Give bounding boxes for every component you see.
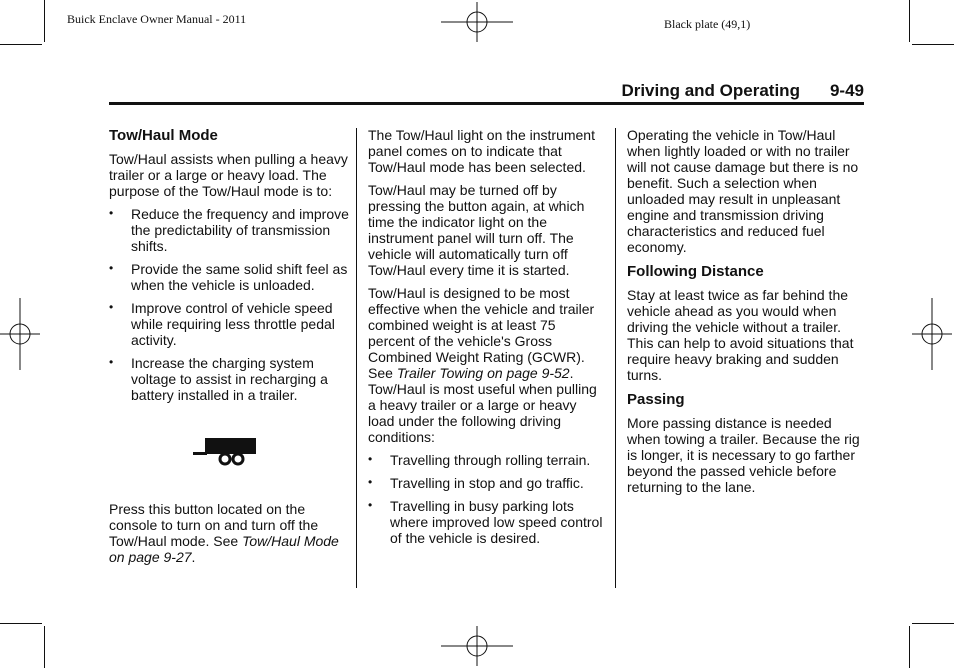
paragraph xyxy=(109,501,349,565)
text: . Tow/Haul is most useful when pulling a heavy trailer or a large or heavy load under the following driving conditions: xyxy=(368,365,597,445)
paragraph: The Tow/Haul light on the instrument panel comes on to indicate that Tow/Haul mode has been selected. xyxy=(368,127,595,175)
paragraph: Tow/Haul assists when pulling a heavy trailer or a large or heavy load. The purpose of the Tow/Haul mode is to: xyxy=(109,151,348,199)
list-item: • Travelling through rolling terrain. xyxy=(368,452,604,468)
list-item: • Travelling in busy parking lots where improved low speed control of the vehicle is desired. xyxy=(368,498,604,546)
crop-mark xyxy=(909,626,910,668)
manual-title: Buick Enclave Owner Manual - 2011 xyxy=(67,12,247,26)
section-header xyxy=(621,81,864,101)
paragraph: Stay at least twice as far behind the vehicle ahead as you would when driving the vehicle without a trailer. This can help to avoid situations that require heavy braking and sudden turns. xyxy=(627,287,854,383)
crosshair-icon xyxy=(441,626,513,666)
list-item: • Increase the charging system voltage to assist in recharging a battery installed in a trailer. xyxy=(109,355,349,403)
paragraph: Operating the vehicle in Tow/Haul when lightly loaded or with no trailer will not cause damage but there is no benefit. Such a selection when unloaded may result in unpleasant engine and transmission driving characteristics and reduced fuel economy. xyxy=(627,127,859,255)
crosshair-icon xyxy=(0,298,40,370)
heading-following-distance: Following Distance xyxy=(627,263,764,280)
crop-mark xyxy=(909,0,910,42)
bullet-list xyxy=(368,452,604,546)
heading-passing: Passing xyxy=(627,391,685,408)
trailer-icon xyxy=(193,437,257,469)
paragraph: Tow/Haul may be turned off by pressing the button again, at which time the indicator light on the instrument panel will turn off. The vehicle will automatically turn off Tow/Haul every time it is started. xyxy=(368,182,585,278)
paragraph: More passing distance is needed when towing a trailer. Because the rig is longer, it is necessary to go farther beyond the passed vehicle before returning to the lane. xyxy=(627,415,860,495)
section-title: Driving and Operating xyxy=(621,81,800,100)
list-item: • Provide the same solid shift feel as when the vehicle is unloaded. xyxy=(109,261,349,293)
crop-mark xyxy=(44,626,45,668)
header-rule xyxy=(109,102,864,105)
crop-mark xyxy=(0,623,42,624)
cross-reference-link[interactable]: Tow/Haul Mode on page 9-27 xyxy=(109,533,339,565)
column-divider xyxy=(615,128,616,588)
page-number: 9-49 xyxy=(829,81,864,100)
list-item: • Improve control of vehicle speed while requiring less throttle pedal activity. xyxy=(109,300,349,348)
plate-label: Black plate (49,1) xyxy=(664,17,751,31)
crop-mark xyxy=(912,623,954,624)
crop-mark xyxy=(44,0,45,42)
column-2 xyxy=(368,127,604,553)
press-text: Press this button located on the console to turn on and turn off the Tow/Haul mode. See xyxy=(109,501,319,549)
column-divider xyxy=(356,128,357,588)
crosshair-icon xyxy=(441,2,513,42)
heading-tow-haul-mode: Tow/Haul Mode xyxy=(109,127,218,144)
punctuation: . xyxy=(191,549,196,565)
list-item: • Reduce the frequency and improve the predictability of transmission shifts. xyxy=(109,206,349,254)
list-item: • Travelling in stop and go traffic. xyxy=(368,475,604,491)
cross-reference-link[interactable]: Trailer Towing on page 9-52 xyxy=(396,365,570,381)
text: Tow/Haul is designed to be most effective when the vehicle and trailer combined weight is at least 75 percent of the vehicle's Gross Combined Weight Rating (GCWR). See xyxy=(368,285,595,381)
column-3 xyxy=(627,127,867,502)
column-1 xyxy=(109,127,349,572)
crosshair-icon xyxy=(912,298,952,370)
crop-mark xyxy=(912,44,954,45)
bullet-list xyxy=(109,206,349,403)
crop-mark xyxy=(0,44,42,45)
paragraph xyxy=(368,285,604,445)
